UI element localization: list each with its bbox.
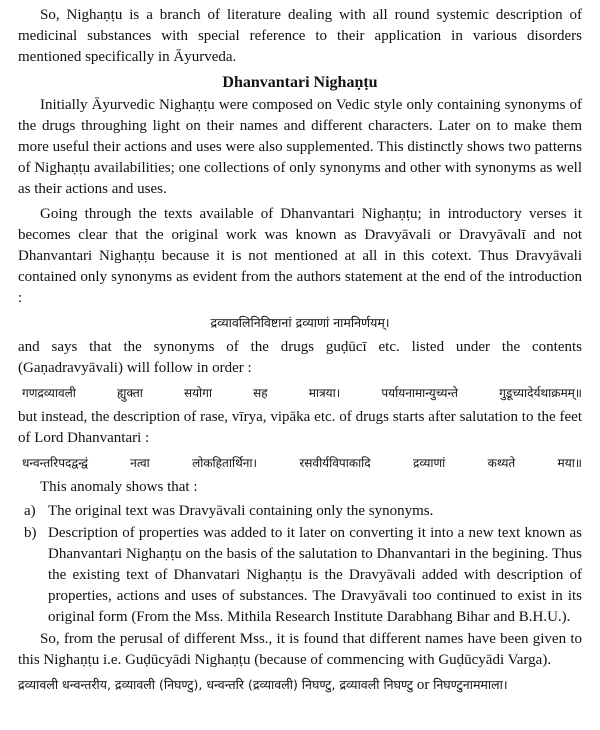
paragraph-initially: Initially Āyurvedic Nighaṇṭu were composed on Vedic style only containing synonyms of the drugs throughing light on their names and different characters. Later on to make them more useful their actions and uses were also supplemented. This distinctly shows two patterns of Nighaṇṭu availabilities; one collections of only synonyms and other with synonyms as well as their actions and uses. <box>18 97 582 197</box>
section-heading: Dhanvantari Nighaṇṭu <box>222 74 378 91</box>
names-devanagari-end: निघण्टुनाममाला। <box>433 677 508 692</box>
paragraph-but-instead: but instead, the description of rase, vīrya, vipāka etc. of drugs starts after salutation to the feet of Lord Dhanvantari : <box>18 409 582 446</box>
list-item <box>18 523 582 628</box>
list-item-text: The original text was Dravyāvali containing only the synonyms. <box>48 503 434 519</box>
anomaly-list <box>18 501 582 628</box>
paragraph-names <box>18 674 582 696</box>
paragraph-intro: So, Nighaṇṭu is a branch of literature dealing with all round systemic description of medicinal substances with special reference to their application in various disorders mentioned specifically in Āyurveda. <box>18 7 582 65</box>
sanskrit-verse-3: धन्वन्तरिपदद्वन्द्वं नत्वा लोकहितार्थिना। रसवीर्यविपाकादि द्रव्याणां कथ्यते मया॥ <box>22 456 582 470</box>
sanskrit-verse-2: गणद्रव्यावली ह्युक्ता सयोगा सह मात्रया। पर्यायनामान्युच्यन्ते गुडूच्यादेर्यथाक्रमम्॥ <box>22 386 582 400</box>
list-item-text: Description of properties was added to it later on converting it into a new text known as Dhanvantari Nighaṇṭu on the basis of the salutation to Dhanvantari in the begining. Thus the existing text of Dhanvatari Nighaṇṭu is the Dravyāvali added with description of properties, actions and uses of substances. The Dravyāvali too continued to exist in its original form (From the Mss. Mithila Research Institute Darabhang Bihar and B.H.U.). <box>48 525 582 625</box>
names-or: or <box>416 677 430 693</box>
paragraph-says: and says that the synonyms of the drugs guḍūcī etc. listed under the contents (Gaṇadravyāvali) will follow in order : <box>18 339 582 376</box>
list-marker: a) <box>24 503 36 519</box>
paragraph-going-through: Going through the texts available of Dhanvantari Nighaṇṭu; in introductory verses it becomes clear that the original work was known as Dravyāvali or Dravyāvalī and not Dhanvantari Nighaṇṭu because it is not mentioned at all in this cotext. Thus Dravyāvali contained only synonyms as evident from the authors statement at the end of the introduction : <box>18 206 582 306</box>
sanskrit-verse-1: द्रव्यावलिनिविष्टानां द्रव्याणां नामनिर्णयम्। <box>210 315 390 330</box>
paragraph-anomaly: This anomaly shows that : <box>40 479 198 495</box>
list-item <box>18 501 582 522</box>
paragraph-so-from: So, from the perusal of different Mss., it is found that different names have been given to this Nighaṇṭu i.e. Guḍūcyādi Nighaṇṭu (because of commencing with Guḍūcyādi Varga). <box>18 631 582 668</box>
list-marker: b) <box>24 525 37 541</box>
names-devanagari: द्रव्यावली धन्वन्तरीय, द्रव्यावली (निघण्टु), धन्वन्तरि (द्रव्यावली) निघण्टु, द्रव्यावली निघण्टु <box>18 677 414 692</box>
